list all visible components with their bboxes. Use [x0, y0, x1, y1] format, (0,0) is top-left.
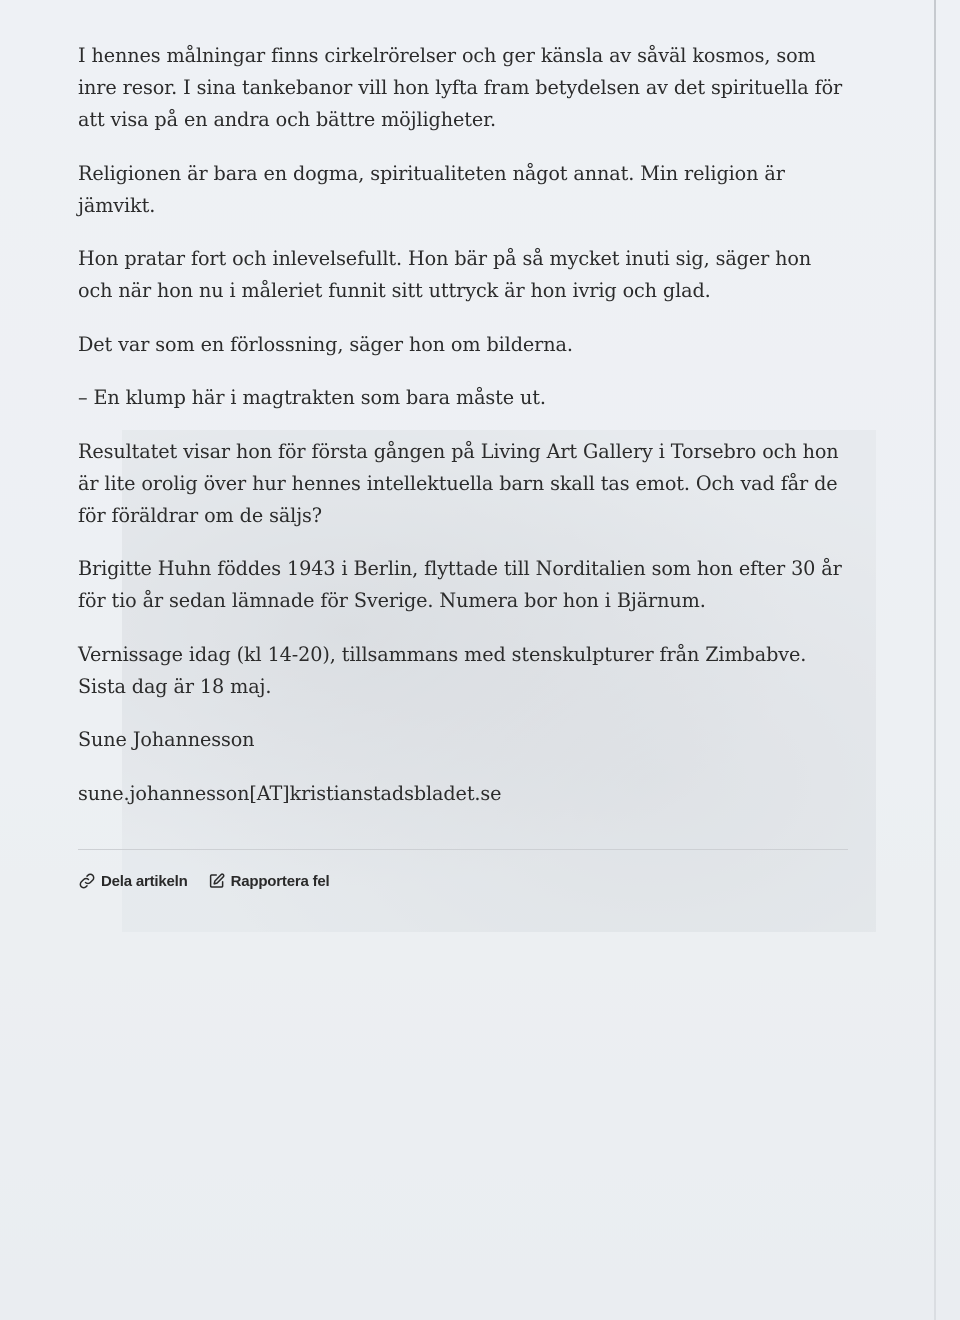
- page-edge: [934, 0, 936, 1320]
- article-paragraph-2: Religionen är bara en dogma, spiritualiteten något annat. Min religion är jämvikt.: [78, 161, 785, 217]
- edit-icon: [208, 872, 226, 890]
- share-article-label: Dela artikeln: [101, 872, 188, 890]
- article-paragraph-5: – En klump här i magtrakten som bara måste ut.: [78, 386, 546, 409]
- report-error-button[interactable]: [208, 872, 330, 890]
- link-icon: [78, 872, 96, 890]
- article-actions: [78, 872, 350, 890]
- article-paragraph-4: Det var som en förlossning, säger hon om bilderna.: [78, 332, 573, 356]
- article-paragraph-7: Brigitte Huhn föddes 1943 i Berlin, flyttade till Norditalien som hon efter 30 år för tio år sedan lämnade för Sverige. Numera bor hon i Bjärnum.: [78, 557, 842, 612]
- author-email[interactable]: sune.johannesson[AT]kristianstadsbladet.se: [78, 781, 502, 805]
- share-article-button[interactable]: [78, 872, 188, 890]
- author-name: Sune Johannesson: [78, 728, 255, 751]
- article-body: [78, 40, 848, 831]
- divider: [78, 849, 848, 850]
- article-paragraph-3: Hon pratar fort och inlevelsefullt. Hon bär på så mycket inuti sig, säger hon och när hon nu i måleriet funnit sitt uttryck är hon ivrig och glad.: [78, 247, 812, 302]
- article-paragraph-8: Vernissage idag (kl 14-20), tillsammans med stenskulpturer från Zimbabve. Sista dag är 18 maj.: [78, 642, 807, 698]
- report-error-label: Rapportera fel: [230, 872, 330, 890]
- article-paragraph-6: Resultatet visar hon för första gången på Living Art Gallery i Torsebro och hon är lite orolig över hur hennes intellektuella barn skall tas emot. Och vad får de för föräldrar om de säljs?: [78, 439, 839, 527]
- article-paragraph-1: I hennes målningar finns cirkelrörelser och ger känsla av såväl kosmos, som inre resor. I sina tankebanor vill hon lyfta fram betydelsen av det spirituella för att visa på en andra och bättre möjligheter.: [78, 44, 843, 131]
